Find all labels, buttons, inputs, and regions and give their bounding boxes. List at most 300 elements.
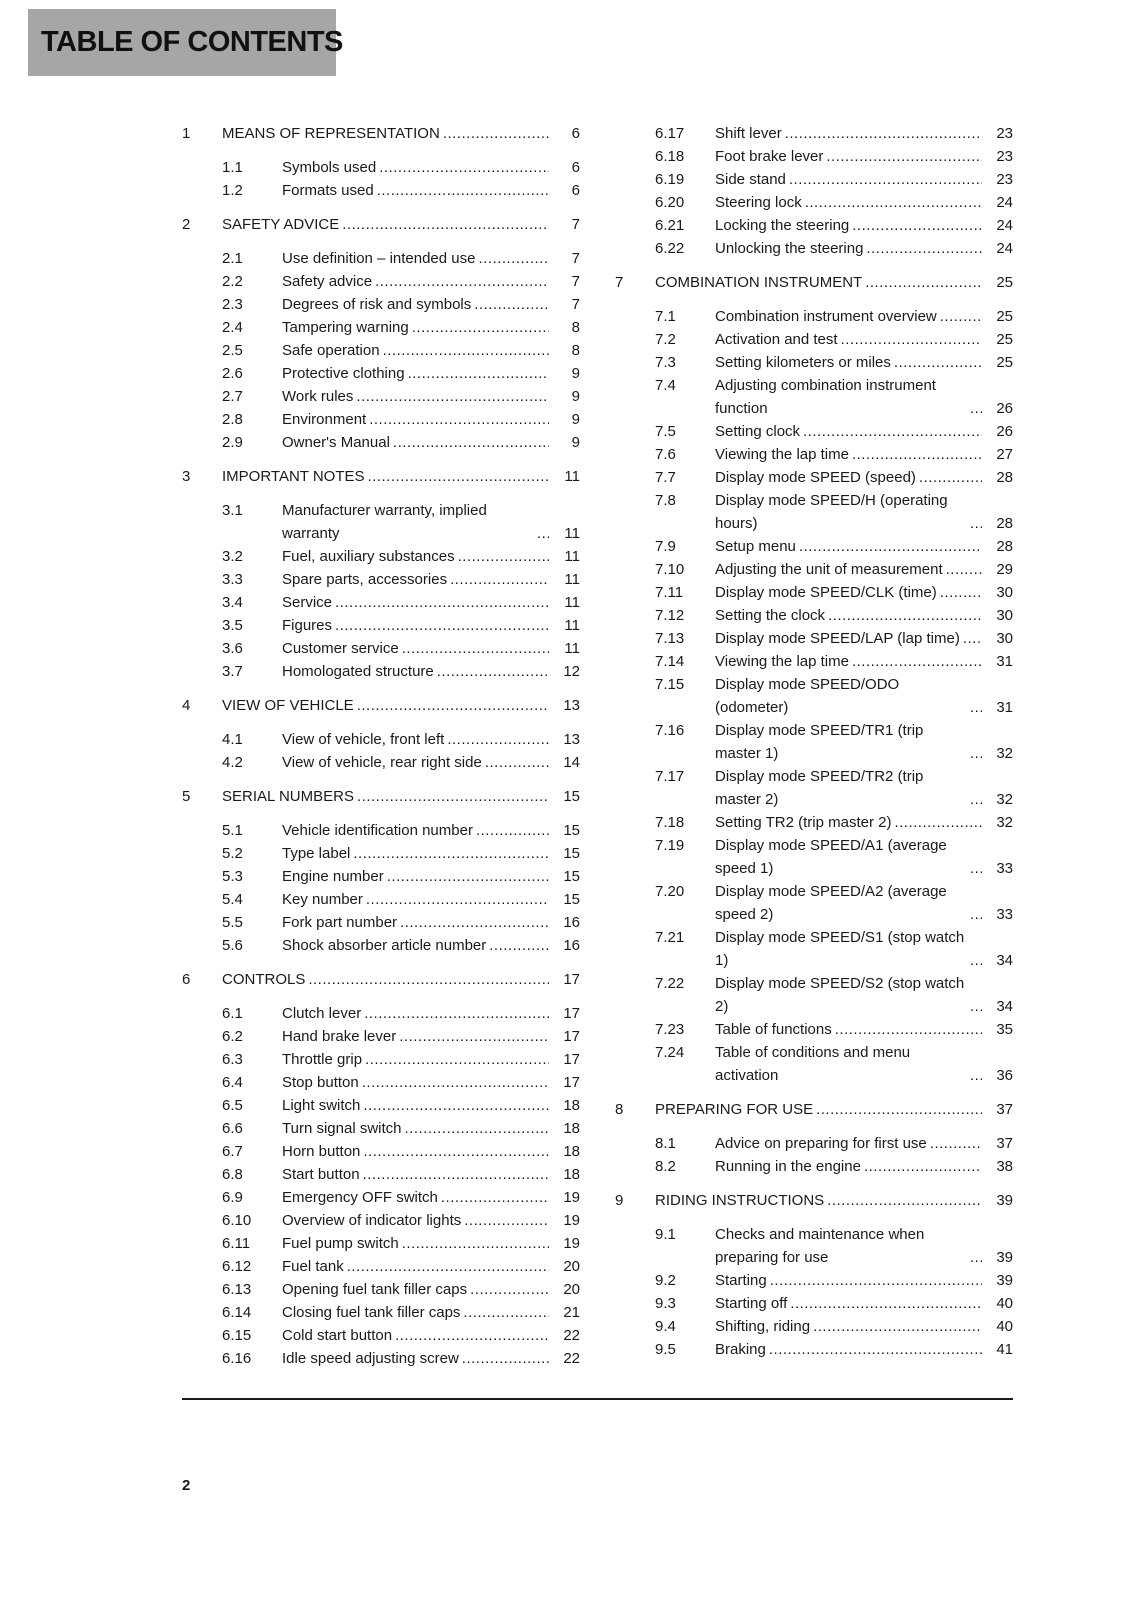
toc-entry-number: 1.2 [222,182,243,199]
dot-leader [970,742,982,765]
toc-entry-title: Shift lever [715,125,782,142]
toc-entry-number: 6.5 [222,1097,243,1114]
toc-entry-page: 9 [571,365,580,382]
toc-entry-number: 5.4 [222,891,243,908]
toc-entry-title: Combination instrument overview [715,308,937,325]
toc-entry-title: Engine number [282,868,384,885]
toc-chapter-entry [615,1189,1013,1212]
toc-entry-title: Figures [282,617,333,634]
dot-leader [437,660,549,683]
toc-section-entry [615,1292,1013,1315]
dot-leader [443,122,549,145]
toc-entry-page: 12 [563,663,580,680]
dot-leader [470,1278,549,1301]
toc-entry-page: 7 [571,216,580,233]
toc-entry-page: 17 [563,1028,580,1045]
toc-entry-title: Idle speed adjusting screw [282,1350,459,1367]
toc-entry-page: 17 [563,1051,580,1068]
dot-leader [970,857,982,880]
toc-entry-number: 7.5 [655,423,676,440]
toc-entry-number: 2.2 [222,273,243,290]
toc-entry-number: 3.3 [222,571,243,588]
dot-leader [919,466,982,489]
toc-entry-page: 18 [563,1143,580,1160]
dot-leader [769,1338,982,1361]
toc-entry-title: Formats used [282,182,374,199]
dot-leader [405,1117,550,1140]
toc-entry-title: Light switch [282,1097,361,1114]
toc-entry-page: 16 [563,914,580,931]
toc-entry-number: 9.5 [655,1341,676,1358]
toc-entry-title: RIDING INSTRUCTIONS [655,1192,825,1209]
toc-entry-number: 7.3 [655,354,676,371]
toc-entry-title: Cold start button [282,1327,393,1344]
toc-entry-number: 9.3 [655,1295,676,1312]
toc-entry-title: Key number [282,891,363,908]
toc-entry-page: 6 [571,182,580,199]
dot-leader [970,397,982,420]
dot-leader [940,581,982,604]
toc-entry-title: Starting off [715,1295,788,1312]
toc-section-entry [615,466,1013,489]
toc-entry-number: 3.1 [222,502,243,519]
toc-entry-page: 38 [996,1158,1013,1175]
toc-entry-page: 8 [571,342,580,359]
toc-entry-number: 6.2 [222,1028,243,1045]
toc-entry-title: Homologated structure [282,663,434,680]
toc-entry-page: 32 [996,814,1013,831]
toc-chapter-entry [182,968,580,991]
toc-section-entry [182,911,580,934]
toc-section-entry [182,179,580,202]
toc-section-entry [615,627,1013,650]
toc-section-entry [182,270,580,293]
toc-entry-title: Display mode SPEED (speed) [715,469,916,486]
dot-leader [462,1347,549,1370]
dot-leader [894,811,982,834]
toc-section-entry [182,1255,580,1278]
dot-leader [400,911,549,934]
toc-entry-page: 34 [996,952,1013,969]
toc-entry-title: VIEW OF VEHICLE [222,697,354,714]
dot-leader [485,751,549,774]
toc-entry-title: Table of conditions and menu activation [715,1044,911,1084]
page-number: 2 [182,1477,191,1494]
toc-entry-title: Type label [282,845,351,862]
toc-entry-number: 3.4 [222,594,243,611]
toc-entry-title: Setup menu [715,538,796,555]
toc-section-entry [615,765,1013,811]
toc-entry-title: Side stand [715,171,786,188]
toc-entry-page: 29 [996,561,1013,578]
toc-entry-number: 6.10 [222,1212,252,1229]
toc-entry-title: Environment [282,411,367,428]
toc-entry-title: Symbols used [282,159,377,176]
toc-entry-page: 39 [996,1249,1013,1266]
toc-entry-number: 6.7 [222,1143,243,1160]
toc-section-entry [615,374,1013,420]
toc-entry-number: 2.7 [222,388,243,405]
toc-entry-title: Setting kilometers or miles [715,354,891,371]
toc-entry-title: Shock absorber article number [282,937,487,954]
toc-entry-number: 6.14 [222,1304,252,1321]
dot-leader [393,431,549,454]
toc-entry-number: 6.11 [222,1235,251,1252]
toc-entry-number: 6.16 [222,1350,252,1367]
toc-entry-page: 24 [996,240,1013,257]
toc-section-entry [182,1140,580,1163]
toc-entry-title: Starting [715,1272,767,1289]
toc-entry-page: 22 [563,1350,580,1367]
dot-leader [478,247,549,270]
toc-section-entry [182,1324,580,1347]
dot-leader [364,1002,549,1025]
toc-section-entry [182,1117,580,1140]
toc-section-entry [615,880,1013,926]
toc-entry-title: Safe operation [282,342,380,359]
toc-entry-title: Display mode SPEED/TR1 (trip master 1) [715,722,924,762]
toc-entry-page: 24 [996,194,1013,211]
toc-section-entry [182,1186,580,1209]
toc-entry-page: 19 [563,1212,580,1229]
footer-rule [182,1398,1013,1400]
toc-section-entry [182,385,580,408]
toc-section-entry [182,545,580,568]
dot-leader [826,145,982,168]
toc-entry-page: 26 [996,400,1013,417]
toc-section-entry [615,1338,1013,1361]
toc-entry-page: 16 [563,937,580,954]
toc-section-entry [615,581,1013,604]
toc-entry-title: Opening fuel tank filler caps [282,1281,468,1298]
toc-entry-page: 19 [563,1235,580,1252]
toc-entry-number: 7.9 [655,538,676,555]
toc-entry-title: Viewing the lap time [715,446,849,463]
toc-entry-title: Work rules [282,388,354,405]
toc-entry-page: 40 [996,1295,1013,1312]
toc-section-entry [182,1071,580,1094]
toc-entry-title: Hand brake lever [282,1028,397,1045]
toc-entry-page: 35 [996,1021,1013,1038]
toc-section-entry [182,591,580,614]
dot-leader [377,179,549,202]
dot-leader [970,696,982,719]
toc-entry-number: 7.15 [655,676,685,693]
dot-leader [476,819,549,842]
toc-section-entry [182,316,580,339]
toc-entry-page: 11 [564,548,580,565]
toc-chapter-entry [182,785,580,808]
toc-entry-title: Setting TR2 (trip master 2) [715,814,892,831]
toc-entry-title: Service [282,594,333,611]
dot-leader [852,214,982,237]
toc-entry-page: 25 [996,274,1013,291]
toc-chapter-entry [182,122,580,145]
toc-entry-number: 7.11 [655,584,684,601]
toc-section-entry [615,145,1013,168]
toc-entry-title: Turn signal switch [282,1120,402,1137]
toc-entry-page: 11 [564,525,580,542]
dot-leader [489,934,549,957]
toc-entry-title: Fork part number [282,914,398,931]
toc-entry-number: 2.9 [222,434,243,451]
toc-entry-page: 15 [563,845,580,862]
dot-leader [463,1301,549,1324]
toc-entry-page: 18 [563,1166,580,1183]
toc-section-entry [182,339,580,362]
toc-entry-page: 20 [563,1281,580,1298]
dot-leader [828,604,982,627]
toc-section-entry [615,305,1013,328]
toc-entry-title: COMBINATION INSTRUMENT [655,274,863,291]
toc-section-entry [615,214,1013,237]
dot-leader [852,443,982,466]
toc-section-entry [182,614,580,637]
toc-section-entry [182,1209,580,1232]
dot-leader [816,1098,982,1121]
toc-entry-number: 6.3 [222,1051,243,1068]
toc-entry-page: 9 [571,388,580,405]
toc-section-entry [615,1041,1013,1087]
toc-entry-title: Display mode SPEED/H (operating hours) [715,492,948,532]
toc-section-entry [182,1278,580,1301]
toc-section-entry [182,1301,580,1324]
toc-entry-page: 15 [563,891,580,908]
toc-entry-title: Fuel pump switch [282,1235,399,1252]
toc-section-entry [615,1223,1013,1269]
toc-entry-page: 37 [996,1101,1013,1118]
toc-entry-number: 2.1 [222,250,243,267]
toc-section-entry [615,1315,1013,1338]
dot-leader [537,522,549,545]
toc-entry-title: Protective clothing [282,365,405,382]
toc-entry-number: 3.6 [222,640,243,657]
dot-leader [970,788,982,811]
toc-entry-page: 17 [563,1005,580,1022]
toc-entry-number: 3.2 [222,548,243,565]
toc-entry-number: 8 [615,1101,624,1118]
dot-leader [335,614,549,637]
toc-section-entry [615,811,1013,834]
dot-leader [362,1071,549,1094]
dot-leader [930,1132,982,1155]
toc-section-entry [615,489,1013,535]
dot-leader [412,316,549,339]
dot-leader [363,1163,549,1186]
toc-section-entry [182,247,580,270]
toc-section-entry [182,1094,580,1117]
toc-entry-title: PREPARING FOR USE [655,1101,814,1118]
toc-entry-title: Display mode SPEED/A1 (average speed 1) [715,837,947,877]
toc-entry-page: 39 [996,1272,1013,1289]
dot-leader [375,270,549,293]
dot-leader [356,385,549,408]
toc-entry-page: 22 [563,1327,580,1344]
toc-entry-number: 7.18 [655,814,685,831]
dot-leader [970,995,982,1018]
toc-entry-number: 2.4 [222,319,243,336]
toc-entry-number: 5.2 [222,845,243,862]
toc-entry-page: 11 [564,617,580,634]
dot-leader [970,512,982,535]
toc-entry-title: Checks and maintenance when preparing for use [715,1226,925,1266]
toc-entry-title: Tampering warning [282,319,409,336]
toc-entry-page: 7 [571,273,580,290]
toc-section-entry [182,1347,580,1370]
toc-entry-title: Viewing the lap time [715,653,849,670]
toc-section-entry [182,408,580,431]
dot-leader [395,1324,549,1347]
dot-leader [805,191,982,214]
toc-section-entry [615,237,1013,260]
toc-section-entry [615,168,1013,191]
toc-entry-number: 7.19 [655,837,685,854]
toc-entry-title: Safety advice [282,273,373,290]
toc-section-entry [615,1132,1013,1155]
dot-leader [866,237,982,260]
toc-entry-title: Clutch lever [282,1005,362,1022]
toc-entry-number: 6.4 [222,1074,243,1091]
toc-entry-title: MEANS OF REPRESENTATION [222,125,440,142]
dot-leader [790,1292,982,1315]
toc-entry-page: 7 [571,296,580,313]
toc-entry-title: CONTROLS [222,971,306,988]
toc-entry-number: 6.1 [222,1005,243,1022]
toc-section-entry [615,1018,1013,1041]
toc-entry-number: 4 [182,697,191,714]
toc-entry-number: 6.20 [655,194,685,211]
toc-section-entry [182,1163,580,1186]
toc-section-entry [615,122,1013,145]
dot-leader [387,865,549,888]
toc-section-entry [182,1025,580,1048]
dot-leader [335,591,549,614]
toc-section-entry [182,751,580,774]
toc-entry-title: SAFETY ADVICE [222,216,340,233]
toc-entry-number: 7 [615,274,624,291]
toc-column-left [182,122,580,1370]
toc-entry-number: 7.4 [655,377,676,394]
toc-entry-page: 18 [563,1097,580,1114]
toc-entry-title: Overview of indicator lights [282,1212,462,1229]
toc-entry-number: 7.8 [655,492,676,509]
toc-column-right [615,122,1013,1370]
toc-section-entry [615,972,1013,1018]
toc-entry-number: 2.8 [222,411,243,428]
toc-entry-number: 9 [615,1192,624,1209]
toc-entry-number: 6.17 [655,125,685,142]
toc-entry-page: 20 [563,1258,580,1275]
toc-entry-page: 14 [563,754,580,771]
toc-entry-title: View of vehicle, rear right side [282,754,482,771]
toc-entry-page: 15 [563,788,580,805]
toc-entry-page: 26 [996,423,1013,440]
dot-leader [770,1269,982,1292]
toc-entry-page: 13 [563,731,580,748]
toc-section-entry [182,842,580,865]
toc-entry-title: Foot brake lever [715,148,824,165]
toc-entry-title: Horn button [282,1143,361,1160]
toc-entry-number: 6.15 [222,1327,252,1344]
toc-entry-title: Display mode SPEED/ODO (odometer) [715,676,900,716]
dot-leader [803,420,982,443]
toc-section-entry [182,865,580,888]
dot-leader [464,1209,549,1232]
toc-entry-page: 18 [563,1120,580,1137]
toc-section-entry [182,293,580,316]
toc-section-entry [615,926,1013,972]
toc-entry-page: 11 [564,640,580,657]
dot-leader [799,535,982,558]
toc-entry-page: 31 [996,653,1013,670]
toc-entry-number: 3.7 [222,663,243,680]
dot-leader [970,1064,982,1087]
toc-section-entry [615,443,1013,466]
dot-leader [399,1025,549,1048]
dot-leader [368,465,549,488]
toc-entry-title: View of vehicle, front left [282,731,445,748]
toc-entry-number: 6 [182,971,191,988]
toc-entry-number: 6.8 [222,1166,243,1183]
toc-section-entry [182,1048,580,1071]
toc-entry-page: 21 [563,1304,580,1321]
toc-section-entry [182,1002,580,1025]
toc-entry-page: 24 [996,217,1013,234]
toc-entry-page: 39 [996,1192,1013,1209]
dot-leader [347,1255,549,1278]
toc-entry-page: 28 [996,515,1013,532]
toc-entry-page: 37 [996,1135,1013,1152]
toc-section-entry [615,351,1013,374]
toc-entry-page: 25 [996,354,1013,371]
toc-entry-title: Use definition – intended use [282,250,476,267]
toc-entry-page: 32 [996,791,1013,808]
toc-entry-page: 28 [996,469,1013,486]
toc-entry-page: 33 [996,906,1013,923]
dot-leader [894,351,982,374]
toc-entry-title: Unlocking the steering [715,240,864,257]
toc-entry-title: Stop button [282,1074,359,1091]
toc-entry-page: 32 [996,745,1013,762]
dot-leader [450,568,549,591]
toc-entry-number: 2.3 [222,296,243,313]
toc-entry-title: Setting clock [715,423,801,440]
dot-leader [402,1232,549,1255]
toc-entry-title: Fuel, auxiliary substances [282,548,455,565]
dot-leader [813,1315,982,1338]
toc-entry-title: Activation and test [715,331,838,348]
toc-entry-title: Display mode SPEED/A2 (average speed 2) [715,883,947,923]
toc-entry-number: 3.5 [222,617,243,634]
toc-entry-title: Adjusting combination instrument function [715,377,936,417]
toc-entry-number: 2 [182,216,191,233]
dot-leader [970,903,982,926]
toc-entry-page: 6 [571,159,580,176]
dot-leader [342,213,549,236]
toc-entry-title: Display mode SPEED/LAP (lap time) [715,630,960,647]
dot-leader [441,1186,549,1209]
toc-entry-title: Adjusting the unit of measurement [715,561,943,578]
dot-leader [940,305,982,328]
toc-entry-number: 7.20 [655,883,685,900]
toc-entry-title: Shifting, riding [715,1318,811,1335]
toc-chapter-entry [182,213,580,236]
toc-section-entry [182,362,580,385]
toc-entry-number: 2.6 [222,365,243,382]
toc-entry-title: Table of functions [715,1021,832,1038]
toc-entry-page: 8 [571,319,580,336]
toc-entry-number: 4.2 [222,754,243,771]
